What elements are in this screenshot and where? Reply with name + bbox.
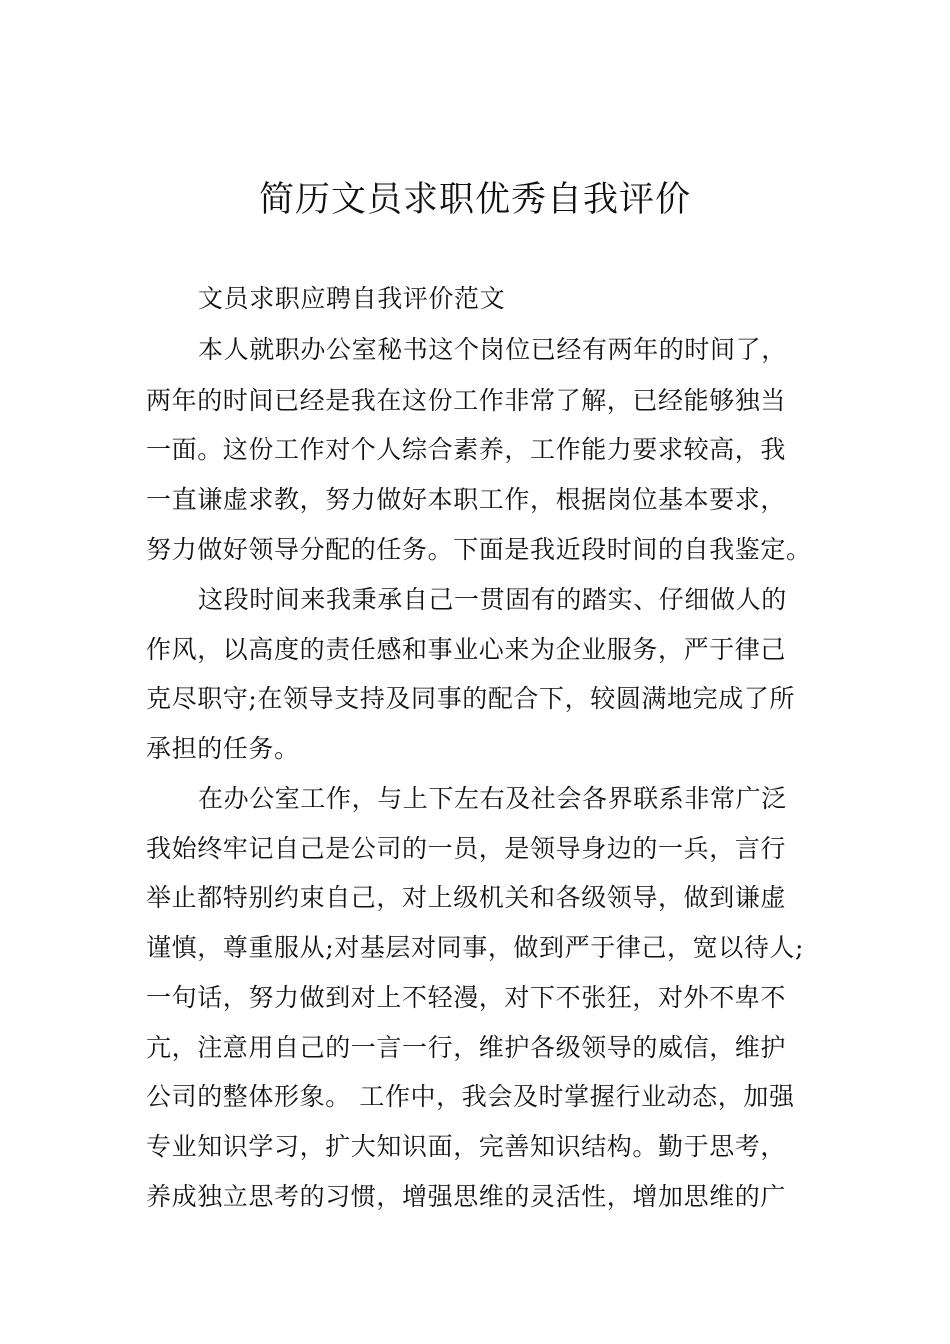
body-text-line: 作风，以高度的责任感和事业心来为企业服务，严于律己 [146,635,787,664]
body-text-line: 专业知识学习，扩大知识面，完善知识结构。勤于思考， [146,1132,787,1161]
document-title: 简历文员求职优秀自我评价 [258,180,691,220]
body-text-line: 公司的整体形象。 工作中，我会及时掌握行业动态，加强 [146,1082,795,1111]
body-text-line: 一直谦虚求教，努力做好本职工作，根据岗位基本要求， [146,485,787,514]
body-text-line: 这段时间来我秉承自己一贯固有的踏实、仔细做人的 [198,585,787,614]
body-text-line: 本人就职办公室秘书这个岗位已经有两年的时间了， [198,335,787,364]
body-text-line: 两年的时间已经是我在这份工作非常了解，已经能够独当 [146,386,787,415]
body-text-line: 克尽职守;在领导支持及同事的配合下，较圆满地完成了所 [146,684,796,713]
body-text-line: 谨慎，尊重服从;对基层对同事，做到严于律己，宽以待人; [146,933,805,962]
body-text-line: 努力做好领导分配的任务。下面是我近段时间的自我鉴定。 [146,535,812,564]
body-text-line: 在办公室工作，与上下左右及社会各界联系非常广泛 [198,784,787,813]
subtitle-line: 文员求职应聘自我评价范文 [198,284,506,313]
body-text-line: 一面。这份工作对个人综合素养，工作能力要求较高，我 [146,435,787,464]
body-text-line: 举止都特别约束自己，对上级机关和各级领导，做到谦虚 [146,883,787,912]
body-text-line: 一句话，努力做到对上不轻漫，对下不张狂，对外不卑不 [146,983,787,1012]
body-text-line: 我始终牢记自己是公司的一员，是领导身边的一兵，言行 [146,834,787,863]
body-text-line: 亢，注意用自己的一言一行，维护各级领导的威信，维护 [146,1033,787,1062]
body-text-line: 养成独立思考的习惯，增强思维的灵活性，增加思维的广 [146,1182,787,1211]
body-text-line: 承担的任务。 [146,734,300,763]
